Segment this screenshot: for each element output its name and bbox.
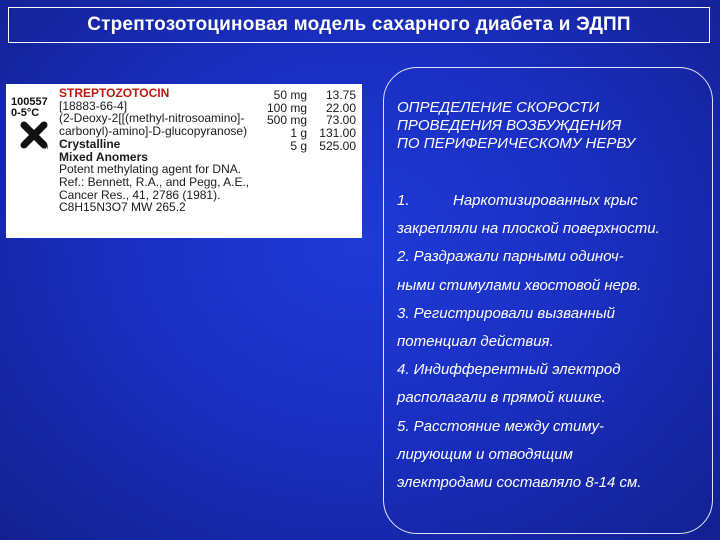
- package-size: 1 g: [290, 126, 307, 141]
- heading-line: ПРОВЕДЕНИЯ ВОЗБУЖДЕНИЯ: [397, 117, 622, 134]
- method-steps: [397, 187, 717, 497]
- label-description: [59, 87, 249, 214]
- step-line: располагали в прямой кишке.: [397, 389, 606, 407]
- slide-title: Стрептозотоциновая модель сахарного диабета и ЭДПП: [87, 14, 631, 35]
- step-line: 5. Расстояние между стиму-: [397, 417, 604, 435]
- heading-line: ПО ПЕРИФЕРИЧЕСКОМУ НЕРВУ: [397, 135, 636, 152]
- formula-line: C8H15N3O7 MW 265.2: [59, 200, 186, 215]
- form-line: Crystalline: [59, 136, 121, 151]
- catalog-number: 100557: [11, 96, 48, 108]
- reference-line: Cancer Res., 41, 2786 (1981).: [59, 187, 221, 202]
- svg-text:n: n: [45, 145, 49, 150]
- step-line: 3. Регистрировали вызванный: [397, 304, 616, 322]
- step-line: ными стимулами хвостовой нерв.: [397, 276, 642, 294]
- storage-temperature: 0-5°C: [11, 107, 40, 119]
- package-size: 500 mg: [266, 113, 307, 128]
- package-price: 22.00: [325, 100, 356, 115]
- method-heading: [397, 99, 715, 153]
- cas-number: [18883-66-4]: [59, 98, 128, 113]
- slide-title-box: [8, 7, 710, 43]
- step-line: лирующим и отводящим: [397, 445, 573, 463]
- package-price: 131.00: [319, 126, 356, 141]
- package-price: 13.75: [325, 88, 356, 102]
- step-line: закрепляли на плоской поверхности.: [397, 220, 660, 238]
- step-text: Наркотизированных крыс: [453, 192, 638, 209]
- package-size: 100 mg: [266, 100, 307, 115]
- product-name: STREPTOZOTOCIN: [59, 86, 170, 100]
- description-line: Potent methylating agent for DNA.: [59, 162, 242, 177]
- chemical-name-line: (2-Deoxy-2[[(methyl-nitrosoamino]-: [59, 111, 245, 126]
- step-line: 4. Индифферентный электрод: [397, 361, 621, 379]
- reagent-label: [6, 84, 362, 238]
- step-line: потенциал действия.: [397, 332, 554, 350]
- step-line: 2. Раздражали парными одиноч-: [397, 248, 624, 266]
- anomer-line: Mixed Anomers: [59, 149, 148, 164]
- package-sizes: [261, 89, 307, 153]
- reference-line: Ref.: Bennett, R.A., and Pegg, A.E.,: [59, 174, 250, 189]
- chemical-name-line: carbonyl)-amino]-D-glucopyranose): [59, 124, 248, 139]
- package-size: 50 mg: [273, 88, 307, 102]
- package-size: 5 g: [290, 138, 307, 153]
- package-price: 525.00: [319, 138, 356, 153]
- step-line: [397, 187, 717, 215]
- package-price: 73.00: [325, 113, 356, 128]
- heading-line: ОПРЕДЕЛЕНИЕ СКОРОСТИ: [397, 99, 600, 116]
- step-line: электродами составляло 8-14 см.: [397, 473, 642, 491]
- harmful-x-icon: [19, 120, 49, 150]
- package-prices: [310, 89, 356, 153]
- step-number: 1.: [397, 192, 410, 209]
